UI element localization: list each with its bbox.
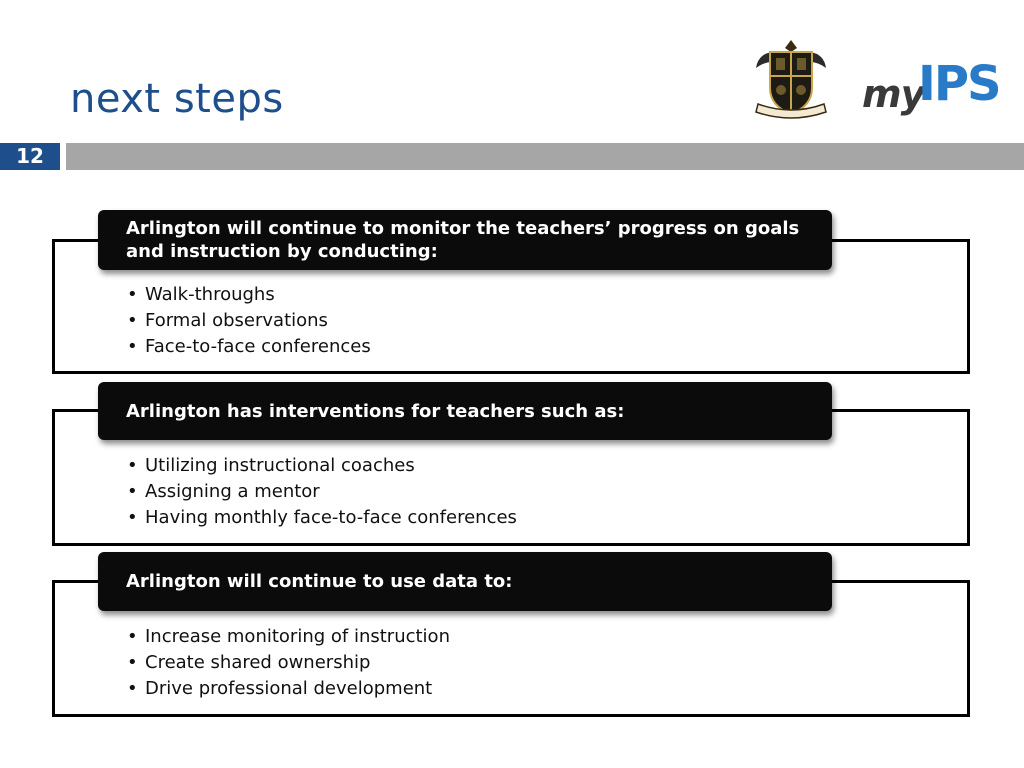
- myips-logo-ips: IPS: [918, 56, 1000, 112]
- header-divider-bar: [66, 143, 1024, 170]
- section-header: Arlington will continue to use data to:: [98, 552, 832, 611]
- list-item: • Formal observations: [127, 308, 371, 334]
- list-item: • Increase monitoring of instruction: [127, 624, 450, 650]
- slide-number: 12: [0, 143, 60, 170]
- myips-logo-my: my: [862, 72, 925, 116]
- list-item: • Drive professional development: [127, 676, 450, 702]
- section-header: Arlington has interventions for teachers such as:: [98, 382, 832, 440]
- bullet-list: [127, 282, 371, 360]
- list-item: • Assigning a mentor: [127, 479, 517, 505]
- bullet-list: [127, 453, 517, 531]
- section-header: Arlington will continue to monitor the teachers’ progress on goals and instruction by conducting:: [98, 210, 832, 270]
- slide-title: next steps: [70, 76, 284, 122]
- school-crest-logo: [752, 38, 830, 122]
- list-item: • Having monthly face-to-face conferences: [127, 505, 517, 531]
- list-item: • Utilizing instructional coaches: [127, 453, 517, 479]
- list-item: • Create shared ownership: [127, 650, 450, 676]
- list-item: • Walk-throughs: [127, 282, 371, 308]
- myips-logo: [862, 58, 1004, 126]
- bullet-list: [127, 624, 450, 702]
- list-item: • Face-to-face conferences: [127, 334, 371, 360]
- section-data-use: [52, 552, 968, 718]
- section-monitoring: [52, 210, 968, 374]
- section-interventions: [52, 382, 968, 546]
